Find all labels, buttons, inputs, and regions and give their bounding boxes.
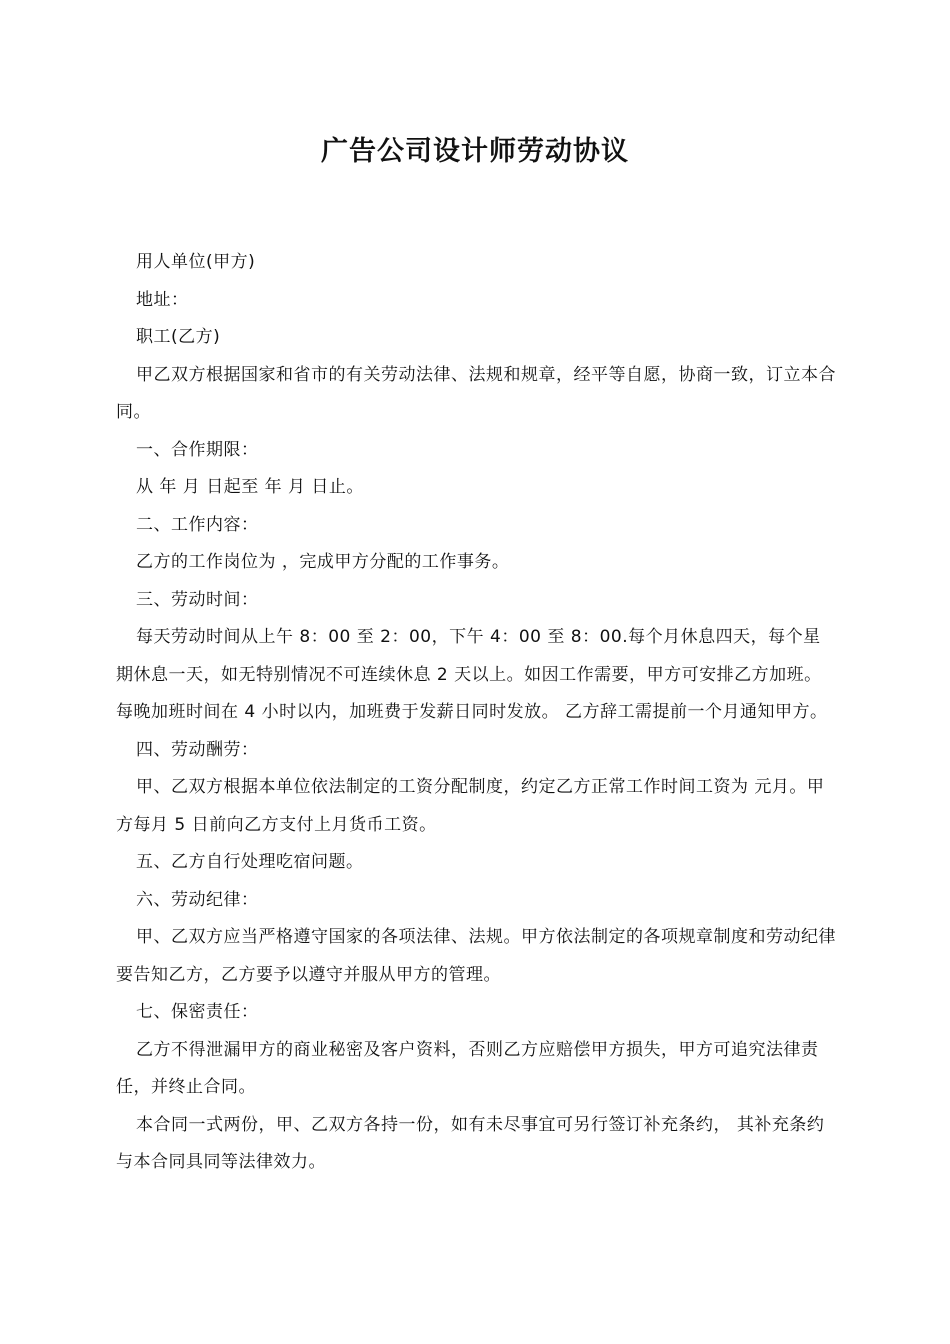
party-a-line: 用人单位(甲方) [136, 252, 256, 272]
section-heading-work-content: 二、工作内容： [136, 514, 259, 535]
section-heading-remuneration: 四、劳动酬劳： [136, 739, 259, 760]
party-b-line: 职工(乙方) [136, 327, 221, 347]
section-heading-accommodation: 五、乙方自行处理吃宿问题。 [136, 852, 364, 872]
term-paragraph: 从 年 月 日起至 年 月 日止。 [136, 477, 364, 497]
document-title: 广告公司设计师劳动协议 [321, 136, 629, 167]
section-heading-confidentiality: 七、保密责任： [136, 1002, 259, 1022]
working-hours-paragraph: 每天劳动时间从上午 8：00 至 2：00，下午 4：00 至 8：00.每个月休息四天，每个星期休息一天，如无特别情况不可连续休息 2 天以上。如因工作需要，甲方可安排乙方加班。每晚加班时间在 4 小时以内，加班费于发薪日同时发放。 乙方辞工需提前一个月通知甲方。 [116, 627, 828, 722]
discipline-paragraph: 甲、乙双方应当严格遵守国家的各项法律、法规。甲方依法制定的各项规章制度和劳动纪律要告知乙方，乙方要予以遵守并服从甲方的管理。 [116, 927, 836, 985]
confidentiality-paragraph: 乙方不得泄漏甲方的商业秘密及客户资料，否则乙方应赔偿甲方损失，甲方可追究法律责任，并终止合同。 [116, 1039, 819, 1097]
address-line: 地址： [136, 289, 189, 310]
section-heading-working-hours: 三、劳动时间： [136, 589, 259, 610]
section-heading-discipline: 六、劳动纪律： [136, 889, 259, 910]
remuneration-paragraph: 甲、乙双方根据本单位依法制定的工资分配制度，约定乙方正常工作时间工资为 元月。甲方每月 5 日前向乙方支付上月货币工资。 [116, 777, 825, 835]
document-body [116, 244, 838, 1182]
section-heading-term: 一、合作期限： [136, 439, 259, 460]
work-content-paragraph: 乙方的工作岗位为 ，完成甲方分配的工作事务。 [136, 552, 510, 572]
closing-paragraph: 本合同一式两份，甲、乙双方各持一份，如有未尽事宜可另行签订补充条约， 其补充条约与本合同具同等法律效力。 [116, 1114, 825, 1172]
preamble-paragraph: 甲乙双方根据国家和省市的有关劳动法律、法规和规章，经平等自愿，协商一致，订立本合同。 [116, 364, 836, 422]
